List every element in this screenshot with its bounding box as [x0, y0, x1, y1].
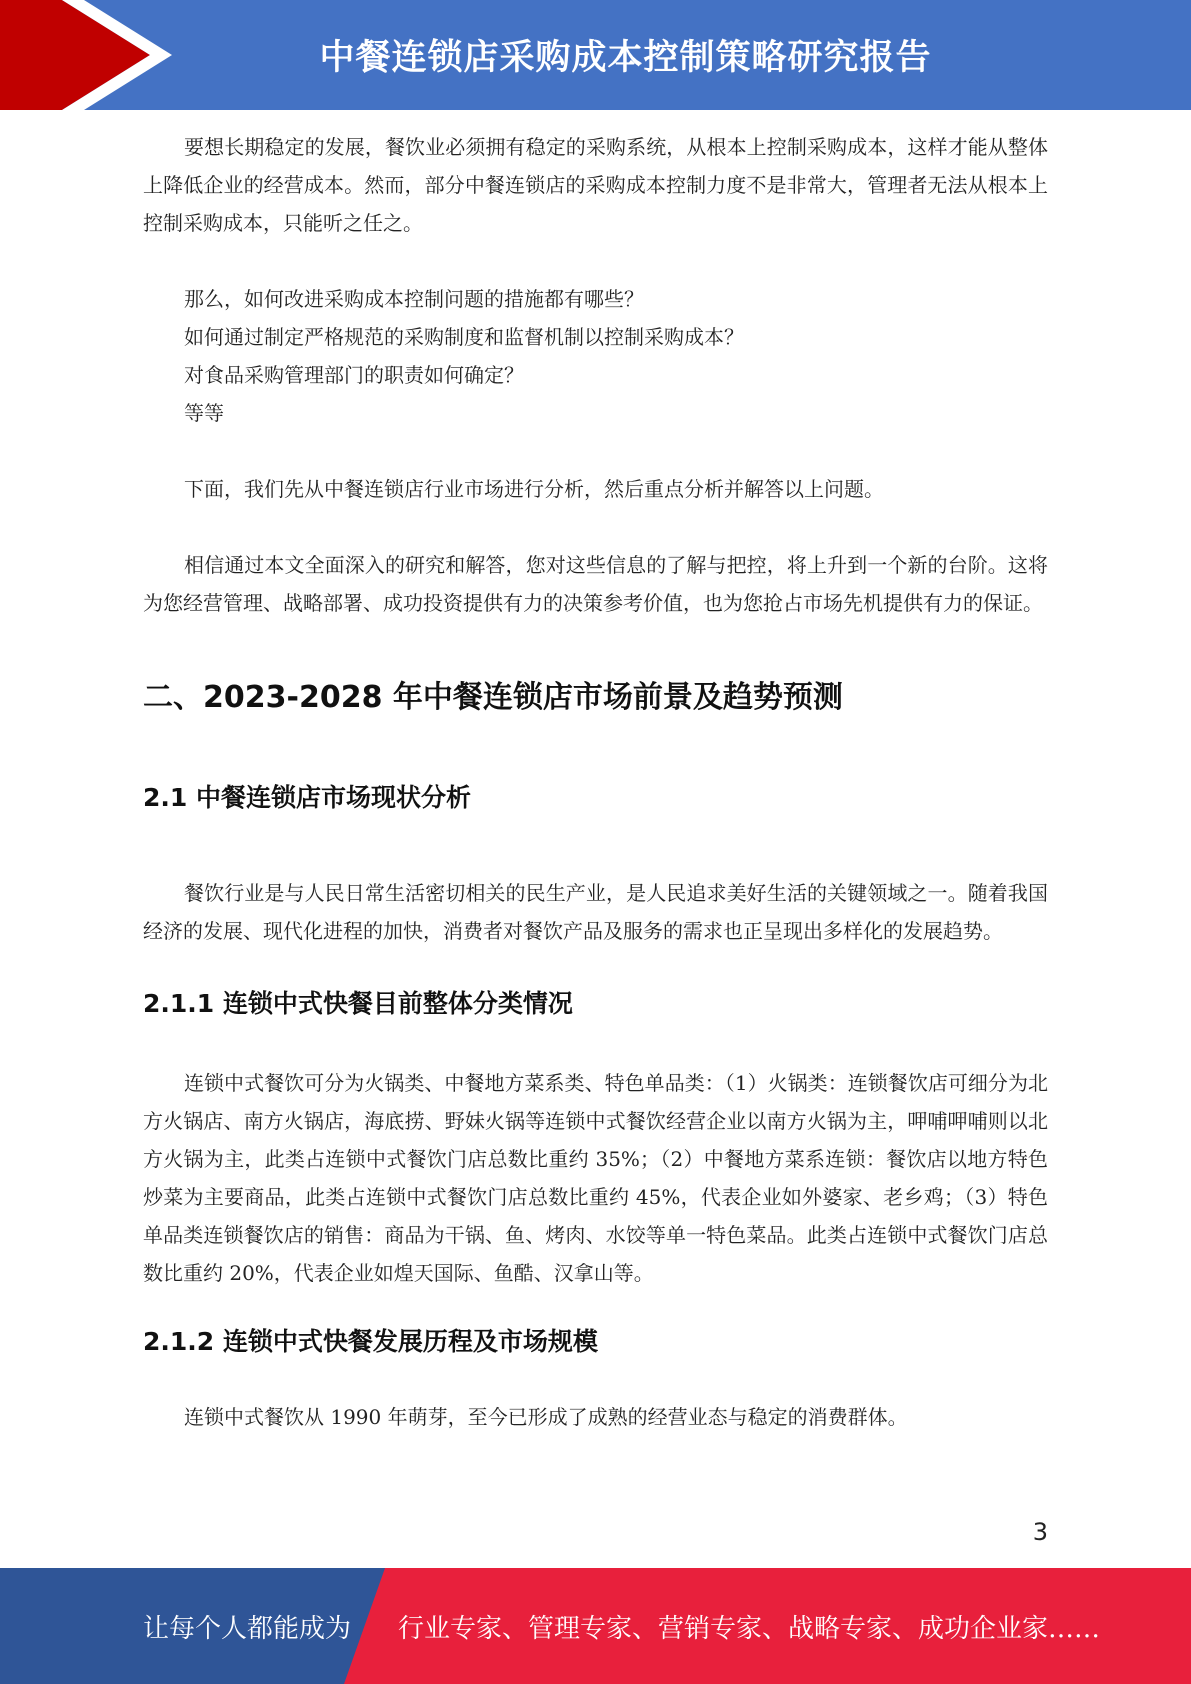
intro-paragraph-3: 相信通过本文全面深入的研究和解答，您对这些信息的了解与把控，将上升到一个新的台阶。这将为您经营管理、战略部署、成功投资提供有力的决策参考价值，也为您抢占市场先机提供有力的保证。 — [143, 553, 1048, 615]
intro-paragraph-1: 要想长期稳定的发展，餐饮业必须拥有稳定的采购系统，从根本上控制采购成本，这样才能从整体上降低企业的经营成本。然而，部分中餐连锁店的采购成本控制力度不是非常大，管理者无法从根本上控制采购成本，只能听之任之。 — [143, 135, 1048, 235]
section-heading-2: 二、2023-2028 年中餐连锁店市场前景及趋势预测 — [143, 680, 843, 715]
question-line-4: 等等 — [184, 401, 224, 425]
page-number: 3 — [1032, 1518, 1048, 1546]
development-paragraph: 连锁中式餐饮从 1990 年萌芽，至今已形成了成熟的经营业态与稳定的消费群体。 — [184, 1405, 908, 1429]
report-title: 中餐连锁店采购成本控制策略研究报告 — [319, 38, 932, 78]
question-line-3: 对食品采购管理部门的职责如何确定？ — [184, 363, 524, 387]
subsection-heading-2-1-2: 2.1.2 连锁中式快餐发展历程及市场规模 — [143, 1327, 598, 1356]
subsection-heading-2-1-1: 2.1.1 连锁中式快餐目前整体分类情况 — [143, 989, 573, 1018]
footer-slogan-left: 让每个人都能成为 — [143, 1613, 352, 1644]
classification-paragraph: 连锁中式餐饮可分为火锅类、中餐地方菜系类、特色单品类：（1）火锅类：连锁餐饮店可细分为北方火锅店、南方火锅店，海底捞、野妹火锅等连锁中式餐饮经营企业以南方火锅为主，呷哺呷哺则以北方火锅为主，此类占连锁中式餐饮门店总数比重约 35%；（2）中餐地方菜系连锁：餐饮店以地方特色炒菜为主要商品，此类占连锁中式餐饮门店总数比重约 45%，代表企业如外婆家、老乡鸡；（3）特色单品类连锁餐饮店的销售：商品为干锅、鱼、烤肉、水饺等单一特色菜品。此类占连锁中式餐饮门店总数比重约 20%，代表企业如煌天国际、鱼酷、汉拿山等。 — [143, 1071, 1048, 1285]
question-line-1: 那么，如何改进采购成本控制问题的措施都有哪些？ — [184, 287, 644, 311]
header-banner — [0, 0, 1191, 110]
footer-slogan-right: 行业专家、管理专家、营销专家、战略专家、成功企业家…… — [398, 1613, 1101, 1644]
intro-paragraph-2: 下面，我们先从中餐连锁店行业市场进行分析，然后重点分析并解答以上问题。 — [184, 477, 884, 501]
page-content — [143, 128, 1048, 1436]
subsection-heading-2-1: 2.1 中餐连锁店市场现状分析 — [143, 783, 471, 812]
market-status-paragraph: 餐饮行业是与人民日常生活密切相关的民生产业，是人民追求美好生活的关键领域之一。随着我国经济的发展、现代化进程的加快，消费者对餐饮产品及服务的需求也正呈现出多样化的发展趋势。 — [143, 881, 1048, 943]
question-line-2: 如何通过制定严格规范的采购制度和监督机制以控制采购成本？ — [184, 325, 744, 349]
footer-banner — [0, 1568, 1191, 1684]
